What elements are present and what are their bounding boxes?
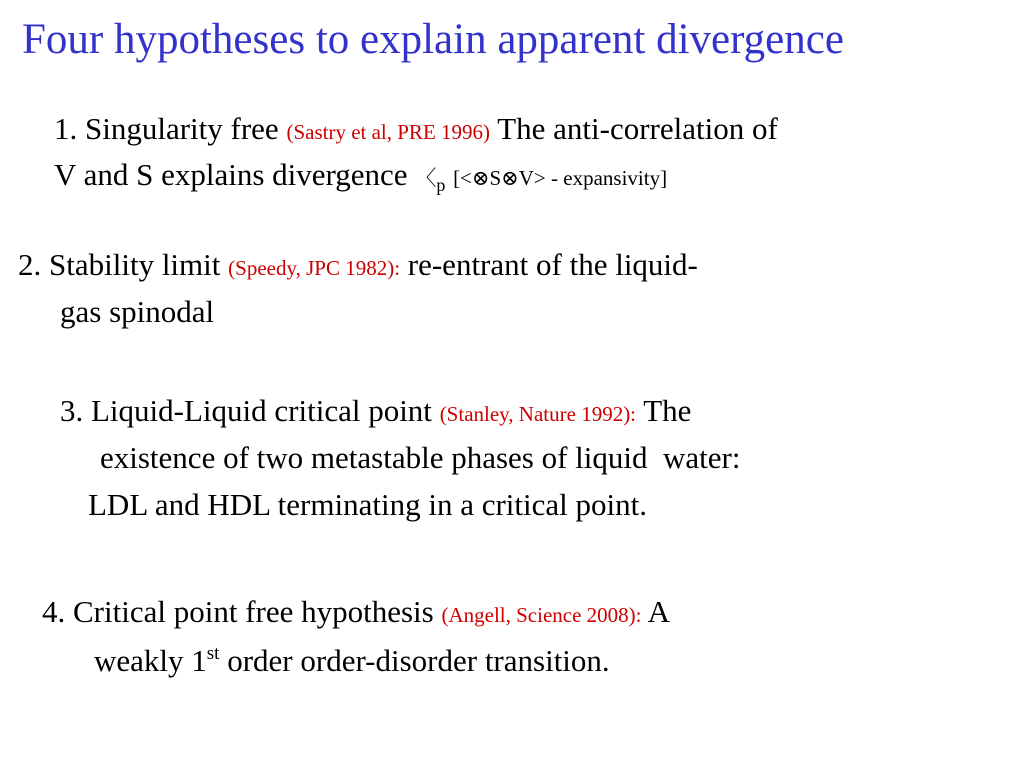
subscript-p: p bbox=[436, 175, 446, 195]
hypothesis-3-text-1: The bbox=[643, 393, 692, 428]
hypothesis-1-line-1 bbox=[54, 106, 778, 155]
hypothesis-4-text-1: A bbox=[647, 594, 670, 629]
hypothesis-1-text-1: The anti-correlation of bbox=[497, 111, 778, 146]
hypothesis-2-text-2: gas spinodal bbox=[60, 294, 215, 329]
hypothesis-3-text-2: existence of two metastable phases of liquid water: bbox=[100, 440, 741, 475]
hypothesis-2-line-1 bbox=[18, 242, 698, 291]
hypothesis-2-text-1: re-entrant of the liquid- bbox=[407, 247, 698, 282]
hypothesis-4-line-1 bbox=[42, 589, 670, 638]
hypothesis-3-citation: (Stanley, Nature 1992): bbox=[439, 402, 637, 426]
bracket-expression: [<⊗S⊗V> bbox=[453, 166, 546, 190]
hypothesis-1-line-2 bbox=[54, 152, 667, 208]
hypothesis-3-line-1 bbox=[60, 388, 691, 437]
hypothesis-3-line-3 bbox=[88, 482, 647, 528]
hypothesis-4-line-2 bbox=[94, 638, 610, 684]
hypothesis-3-text-3: LDL and HDL terminating in a critical point. bbox=[88, 487, 647, 522]
hypothesis-4-text-2-start: weakly 1 bbox=[94, 643, 207, 678]
hypothesis-4-citation: (Angell, Science 2008): bbox=[441, 603, 642, 627]
slide-title: Four hypotheses to explain apparent divergence bbox=[22, 16, 844, 63]
angle-bracket-symbol: 〈 bbox=[415, 166, 437, 190]
hypothesis-4-heading: 4. Critical point free hypothesis bbox=[42, 594, 434, 629]
hypothesis-1-citation: (Sastry et al, PRE 1996) bbox=[286, 120, 491, 144]
hypothesis-4-text-2-end: order order-disorder transition. bbox=[219, 643, 610, 678]
hypothesis-2-citation: (Speedy, JPC 1982): bbox=[228, 256, 401, 280]
hypothesis-3-line-2 bbox=[100, 435, 740, 481]
superscript-st: st bbox=[206, 643, 220, 664]
hypothesis-1-heading: 1. Singularity free bbox=[54, 111, 279, 146]
bracket-tail: - expansivity] bbox=[545, 166, 668, 190]
hypothesis-2-heading: 2. Stability limit bbox=[18, 247, 221, 282]
hypothesis-1-text-2: V and S explains divergence bbox=[54, 157, 408, 192]
hypothesis-2-line-2 bbox=[60, 289, 214, 335]
hypothesis-3-heading: 3. Liquid-Liquid critical point bbox=[60, 393, 432, 428]
